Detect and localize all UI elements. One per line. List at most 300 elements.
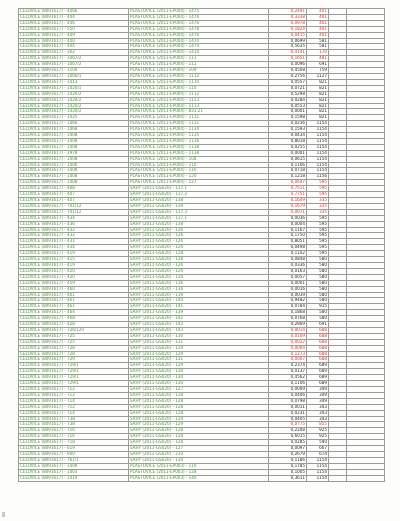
- cell-source-parcel: CELOVICE (8091617) - 407: [19, 192, 129, 198]
- cell-number: 1156: [307, 174, 329, 180]
- cell-source-parcel: CELOVICE (8091617) - 718: [19, 440, 129, 446]
- cell-share: 0,3338: [269, 14, 307, 20]
- cell-share: 0,0016: [269, 286, 307, 292]
- cell-share: 0,0137: [269, 369, 307, 375]
- cell-source-parcel: CELOVICE (8091617) - 420: [19, 274, 129, 280]
- cell-share: 0,0798: [269, 398, 307, 404]
- cell-target-parcel: SAHY (2011-GS020) - 128: [129, 428, 269, 434]
- cell-share: 0,0022: [269, 339, 307, 345]
- cell-source-parcel: CELOVICE (8091617) - 1406: [19, 168, 129, 174]
- cell-target-parcel: SAHY (2011-GS020) - 136: [129, 286, 269, 292]
- cell-number: 821: [307, 115, 329, 121]
- cell-share: 0,0434: [269, 133, 307, 139]
- cell-share: 0,0255: [269, 144, 307, 150]
- cell-share: 0,6015: [269, 434, 307, 440]
- cell-share: 0,2756: [269, 73, 307, 79]
- cell-source-parcel: CELOVICE (8091617) - 1408: [19, 180, 129, 186]
- cell-source-parcel: CELOVICE (8091617) - 436: [19, 221, 129, 227]
- cell-target-parcel: SAHY (2011-GS020) - 128: [129, 251, 269, 257]
- cell-source-parcel: CELOVICE (8091617) - 461: [19, 298, 129, 304]
- cell-number: 691: [307, 62, 329, 68]
- cell-source-parcel: CELOVICE (8091617) - 461: [19, 304, 129, 310]
- cell-number: 1154: [307, 133, 329, 139]
- cell-source-parcel: CELOVICE (8091617) - 446: [19, 20, 129, 26]
- cell-target-parcel: SAHY (2011-GS020) - 140: [129, 298, 269, 304]
- cell-number: 343: [307, 404, 329, 410]
- cell-number: 688: [307, 339, 329, 345]
- cell-source-parcel: CELOVICE (8091617) - 725: [19, 339, 129, 345]
- cell-source-parcel: CELOVICE (8091617) - 459: [19, 280, 129, 286]
- cell-source-parcel: CELOVICE (8091617) - 1408: [19, 144, 129, 150]
- cell-share: 0,0415: [269, 32, 307, 38]
- cell-target-parcel: PLASTOVICE (2011-EP004) - 1131: [129, 115, 269, 121]
- cell-share: 0,0615: [269, 156, 307, 162]
- cell-share: 0,1750: [269, 233, 307, 239]
- cell-number: 1154: [307, 469, 329, 475]
- cell-share: 0,0096: [269, 62, 307, 68]
- cell-number: 580: [307, 310, 329, 316]
- cell-share: 0,0553: [269, 103, 307, 109]
- cell-share: 0,1102: [269, 251, 307, 257]
- cell-source-parcel: CELOVICE (8091617) - 712: [19, 404, 129, 410]
- cell-source-parcel: CELOVICE (8091617) - 1420/1: [19, 85, 129, 91]
- cell-source-parcel: CELOVICE (8091617) - 716: [19, 434, 129, 440]
- cell-share: 0,2679: [269, 451, 307, 457]
- cell-number: 595: [307, 180, 329, 186]
- cell-source-parcel: CELOVICE (8091617) - 1408: [19, 174, 129, 180]
- cell-target-parcel: PLASTOVICE (2011-EP003) - 128: [129, 469, 269, 475]
- cell-number: 595: [307, 233, 329, 239]
- cell-number: 821: [307, 91, 329, 97]
- cell-source-parcel: CELOVICE (8091617) - 712: [19, 387, 129, 393]
- parcel-table-body: [19, 9, 385, 482]
- cell-number: 1127: [307, 73, 329, 79]
- cell-number: 915: [307, 304, 329, 310]
- cell-number: 759: [307, 68, 329, 74]
- cell-target-parcel: PLASTOVICE (2011-EP004) - 1476: [129, 32, 269, 38]
- cell-share: 0,7751: [269, 192, 307, 198]
- cell-number: 1154: [307, 475, 329, 481]
- cell-share: 0,2208: [269, 428, 307, 434]
- cell-share: 0,1649: [269, 198, 307, 204]
- cell-source-parcel: CELOVICE (8091617) - 449: [19, 32, 129, 38]
- cell-source-parcel: CELOVICE (8091617) - 738: [19, 416, 129, 422]
- cell-source-parcel: CELOVICE (8091617) - 464: [19, 310, 129, 316]
- cell-share: 0,1273: [269, 351, 307, 357]
- cell-share: 0,0236: [269, 121, 307, 127]
- cell-source-parcel: CELOVICE (8091617) - 1420/2: [19, 109, 129, 115]
- cell-target-parcel: SAHY (2011-GS020) - 143: [129, 327, 269, 333]
- cell-share: 0,1218: [269, 174, 307, 180]
- cell-target-parcel: SAHY (2011-GS020) - 129: [129, 422, 269, 428]
- cell-source-parcel: CELOVICE (8091617) - 420: [19, 268, 129, 274]
- cell-target-parcel: SAHY (2011-GS020) - 128: [129, 410, 269, 416]
- cell-share: 0,0285: [269, 440, 307, 446]
- cell-number: 595: [307, 186, 329, 192]
- cell-share: 0,0699: [269, 38, 307, 44]
- cell-number: 821: [307, 109, 329, 115]
- cell-target-parcel: PLASTOVICE (2011-EP004) - 1470: [129, 38, 269, 44]
- cell-number: 580: [307, 268, 329, 274]
- cell-number: 580: [307, 316, 329, 322]
- cell-number: 481: [307, 56, 329, 62]
- cell-number: 401: [307, 20, 329, 26]
- cell-target-parcel: SAHY (2011-GS020) - 129: [129, 416, 269, 422]
- cell-target-parcel: PLASTOVICE (2011-EP004) - 1113: [129, 103, 269, 109]
- cell-share: 0,5635: [269, 44, 307, 50]
- cell-share: 0,8018: [269, 138, 307, 144]
- cell-target-parcel: SAHY (2011-GS020) - 130: [129, 333, 269, 339]
- cell-number: 580: [307, 298, 329, 304]
- cell-number: 335: [307, 198, 329, 204]
- cell-target-parcel: SAHY (2011-GS020) - 127: [129, 387, 269, 393]
- cell-number: 688: [307, 345, 329, 351]
- cell-share: 0,0036: [269, 215, 307, 221]
- cell-share: 0,0284: [269, 97, 307, 103]
- cell-source-parcel: CELOVICE (8091617) - 432: [19, 227, 129, 233]
- cell-share: 0,1598: [269, 115, 307, 121]
- cell-number: 349: [307, 392, 329, 398]
- cell-number: 595: [307, 221, 329, 227]
- cell-source-parcel: CELOVICE (8091617) - 1420/2: [19, 91, 129, 97]
- cell-source-parcel: CELOVICE (8091617) - 1408: [19, 138, 129, 144]
- cell-share: 0,1167: [269, 227, 307, 233]
- cell-share: 0,0721: [269, 85, 307, 91]
- cell-target-parcel: SAHY (2011-GS020) - 129: [129, 363, 269, 369]
- cell-target-parcel: PLASTOVICE (2011-EP004) - 110: [129, 162, 269, 168]
- cell-number: 689: [307, 369, 329, 375]
- cell-number: 1154: [307, 121, 329, 127]
- cell-source-parcel: CELOVICE (8091617) - 1425: [19, 115, 129, 121]
- cell-number: 925: [307, 434, 329, 440]
- cell-number: 688: [307, 351, 329, 357]
- cell-share: 0,0775: [269, 422, 307, 428]
- cell-number: 581: [307, 38, 329, 44]
- cell-share: 0,0718: [269, 168, 307, 174]
- cell-share: 0,0039: [269, 292, 307, 298]
- cell-share: 0,9482: [269, 298, 307, 304]
- cell-share: 0,0336: [269, 262, 307, 268]
- cell-share: 0,2374: [269, 363, 307, 369]
- cell-target-parcel: PLASTOVICE (2011-EP004) - 111: [129, 62, 269, 68]
- cell-number: 689: [307, 381, 329, 387]
- cell-share: 0,0784: [269, 304, 307, 310]
- cell-share: 0,1785: [269, 463, 307, 469]
- cell-number: 349: [307, 398, 329, 404]
- cell-number: 335: [307, 209, 329, 215]
- cell-source-parcel: CELOVICE (8091617) - 1468: [19, 127, 129, 133]
- cell-number: 689: [307, 375, 329, 381]
- cell-source-parcel: CELOVICE (8091617) - 1420/2: [19, 97, 129, 103]
- cell-number: 580: [307, 292, 329, 298]
- cell-source-parcel: CELOVICE (8091617) - 461: [19, 292, 129, 298]
- cell-number: 580: [307, 280, 329, 286]
- cell-source-parcel: CELOVICE (8091617) - 600: [19, 451, 129, 457]
- cell-target-parcel: SAHY (2011-GS020) - 126: [129, 227, 269, 233]
- cell-share: 0,0007: [269, 357, 307, 363]
- cell-source-parcel: CELOVICE (8091617) - 432: [19, 233, 129, 239]
- cell-number: 667: [307, 446, 329, 452]
- cell-target-parcel: SAHY (2011-GS020) - 130: [129, 457, 269, 463]
- cell-number: 580: [307, 257, 329, 263]
- cell-number: 401: [307, 26, 329, 32]
- cell-source-parcel: CELOVICE (8091617) - 1100: [19, 68, 129, 74]
- cell-target-parcel: PLASTOVICE (2011-EP004) - 120: [129, 174, 269, 180]
- cell-source-parcel: CELOVICE (8091617) - 729/1: [19, 369, 129, 375]
- cell-share: 0,2869: [269, 322, 307, 328]
- cell-number: 1154: [307, 463, 329, 469]
- cell-target-parcel: SAHY (2011-GS020) - 126: [129, 239, 269, 245]
- cell-share: 0,5298: [269, 91, 307, 97]
- cell-target-parcel: SAHY (2011-GS020) - 126: [129, 268, 269, 274]
- cell-number: 401: [307, 14, 329, 20]
- cell-share: 0,0001: [269, 150, 307, 156]
- cell-share: 0,7511: [269, 186, 307, 192]
- cell-number: 349: [307, 387, 329, 393]
- cell-share: 0,0647: [269, 180, 307, 186]
- cell-target-parcel: SAHY (2011-GS020) - 130: [129, 381, 269, 387]
- cell-target-parcel: SAHY (2011-GS020) - 126: [129, 233, 269, 239]
- cell-share: 0,0004: [269, 345, 307, 351]
- cell-number: 401: [307, 9, 329, 15]
- parcel-table-sheet: [18, 8, 384, 482]
- cell-source-parcel: CELOVICE (8091617) - 2978: [19, 150, 129, 156]
- cell-target-parcel: PLASTOVICE (2011-EP004) - 1474: [129, 44, 269, 50]
- cell-source-parcel: CELOVICE (8091617) - 434: [19, 245, 129, 251]
- cell-share: 0,0014: [269, 327, 307, 333]
- cell-source-parcel: CELOVICE (8091617) - 1420/2: [19, 103, 129, 109]
- cell-target-parcel: SAHY (2011-GS020) - 128: [129, 392, 269, 398]
- cell-share: 0,1679: [269, 203, 307, 209]
- cell-share: 0,0057: [269, 274, 307, 280]
- cell-target-parcel: PLASTOVICE (2011-EP004) - 108: [129, 156, 269, 162]
- cell-number: 1154: [307, 127, 329, 133]
- cell-share: 0,1593: [269, 127, 307, 133]
- cell-share: 0,1005: [269, 469, 307, 475]
- cell-target-parcel: SAHY (2011-GS020) - 131: [129, 357, 269, 363]
- cell-source-parcel: CELOVICE (8091617) - 712: [19, 392, 129, 398]
- cell-share: 0,1106: [269, 162, 307, 168]
- cell-source-parcel: CELOVICE (8091617) - 741/12: [19, 209, 129, 215]
- cell-number: 335: [307, 203, 329, 209]
- cell-target-parcel: SAHY (2011-GS020) - 141: [129, 304, 269, 310]
- cell-target-parcel: SAHY (2011-GS020) - 137.2: [129, 192, 269, 198]
- cell-source-parcel: CELOVICE (8091617) - 1466: [19, 121, 129, 127]
- cell-number: 688: [307, 357, 329, 363]
- cell-target-parcel: SAHY (2011-GS020) - 136: [129, 280, 269, 286]
- cell-source-parcel: CELOVICE (8091617) - 1409: [19, 463, 129, 469]
- cell-source-parcel: CELOVICE (8091617) - 407: [19, 198, 129, 204]
- cell-number: 821: [307, 79, 329, 85]
- cell-source-parcel: CELOVICE (8091617) - 419: [19, 262, 129, 268]
- cell-source-parcel: CELOVICE (8091617) - 728: [19, 351, 129, 357]
- cell-empty: [329, 475, 347, 481]
- cell-number: 821: [307, 85, 329, 91]
- cell-number: 343: [307, 410, 329, 416]
- cell-number: 688: [307, 327, 329, 333]
- cell-target-parcel: PLASTOVICE (2011-EP004) - 1476: [129, 20, 269, 26]
- cell-target-parcel: SAHY (2011-GS020) - 139: [129, 292, 269, 298]
- cell-target-parcel: SAHY (2011-GS020) - 142: [129, 316, 269, 322]
- cell-target-parcel: SAHY (2011-GS020) - 134: [129, 274, 269, 280]
- cell-source-parcel: CELOVICE (8091617) - 729/1: [19, 363, 129, 369]
- cell-source-parcel: CELOVICE (8091617) - 1408: [19, 133, 129, 139]
- cell-target-parcel: SAHY (2011-GS020) - 129: [129, 345, 269, 351]
- cell-target-parcel: PLASTOVICE (2011-EP004) - 1410: [129, 50, 269, 56]
- cell-share: 0,0557: [269, 79, 307, 85]
- cell-source-parcel: CELOVICE (8091617) - 1413: [19, 79, 129, 85]
- cell-source-parcel: CELOVICE (8091617) - 404: [19, 44, 129, 50]
- cell-number: 401: [307, 32, 329, 38]
- cell-number: 595: [307, 251, 329, 257]
- cell-share: 0,0011: [269, 404, 307, 410]
- cell-number: 580: [307, 262, 329, 268]
- cell-target-parcel: PLASTOVICE (2011-EP004) - 110: [129, 168, 269, 174]
- cell-number: 595: [307, 192, 329, 198]
- cell-target-parcel: SAHY (2011-GS020) - 126: [129, 245, 269, 251]
- cell-number: 1154: [307, 144, 329, 150]
- cell-number: 595: [307, 227, 329, 233]
- cell-target-parcel: SAHY (2011-GS020) - 210: [129, 451, 269, 457]
- cell-number: 674: [307, 451, 329, 457]
- cell-source-parcel: CELOVICE (8091617) - 714: [19, 410, 129, 416]
- cell-target-parcel: SAHY (2011-GS020) - 127: [129, 446, 269, 452]
- cell-share: 0,0009: [269, 387, 307, 393]
- cell-share: 0,0231: [269, 410, 307, 416]
- cell-target-parcel: PLASTOVICE (2011-EP004) - 1113: [129, 97, 269, 103]
- cell-target-parcel: SAHY (2011-GS020) - 130: [129, 369, 269, 375]
- cell-source-parcel: CELOVICE (8091617) - 728: [19, 345, 129, 351]
- cell-source-parcel: CELOVICE (8091617) - 434: [19, 215, 129, 221]
- cell-number: 855: [307, 422, 329, 428]
- cell-target-parcel: SAHY (2011-GS020) - 131: [129, 339, 269, 345]
- cell-source-parcel: CELOVICE (8091617) - 468: [19, 316, 129, 322]
- cell-number: 580: [307, 286, 329, 292]
- cell-share: 0,4562: [269, 375, 307, 381]
- cell-number: 1154: [307, 168, 329, 174]
- cell-target-parcel: SAHY (2011-GS020) - 142: [129, 322, 269, 328]
- cell-source-parcel: CELOVICE (8091617) - 1067/2: [19, 56, 129, 62]
- cell-target-parcel: PLASTOVICE (2011-EP004) - 1138: [129, 150, 269, 156]
- cell-source-parcel: CELOVICE (8091617) - 460: [19, 286, 129, 292]
- cell-target-parcel: SAHY (2011-GS020) - 139: [129, 310, 269, 316]
- cell-target-parcel: PLASTOVICE (2011-EP004) - 127: [129, 180, 269, 186]
- cell-target-parcel: SAHY (2011-GS020) - 137.3: [129, 209, 269, 215]
- cell-source-parcel: CELOVICE (8091617) - 619: [19, 446, 129, 452]
- cell-empty: [347, 475, 385, 481]
- cell-source-parcel: CELOVICE (8091617) - 431: [19, 239, 129, 245]
- cell-share: 0,0406: [269, 392, 307, 398]
- cell-target-parcel: SAHY (2011-GS020) - 130: [129, 375, 269, 381]
- cell-target-parcel: PLASTOVICE (2011-EP004) - 111: [129, 56, 269, 62]
- cell-target-parcel: SAHY (2011-GS020) - 137.1: [129, 186, 269, 192]
- cell-share: 0,1106: [269, 381, 307, 387]
- cell-source-parcel: CELOVICE (8091617) - 550: [19, 26, 129, 32]
- cell-source-parcel: CELOVICE (8091617) - 1408: [19, 156, 129, 162]
- cell-target-parcel: SAHY (2011-GS020) - 128: [129, 398, 269, 404]
- table-row: [19, 475, 385, 481]
- cell-target-parcel: PLASTOVICE (2011-EP003) - 110: [129, 463, 269, 469]
- cell-source-parcel: CELOVICE (8091617) - 1066/1: [19, 73, 129, 79]
- cell-share: 0,0097: [269, 446, 307, 452]
- cell-number: 821: [307, 103, 329, 109]
- cell-share: 0,0163: [269, 268, 307, 274]
- cell-source-parcel: CELOVICE (8091617) - 761/1: [19, 457, 129, 463]
- cell-source-parcel: CELOVICE (8091617) - 716: [19, 428, 129, 434]
- cell-number: 821: [307, 97, 329, 103]
- cell-share: 0,1868: [269, 310, 307, 316]
- cell-number: 1154: [307, 156, 329, 162]
- cell-share: 0,2491: [269, 9, 307, 15]
- cell-source-parcel: CELOVICE (8091617) - 725: [19, 333, 129, 339]
- cell-number: 1154: [307, 150, 329, 156]
- cell-number: 581: [307, 44, 329, 50]
- cell-source-parcel: CELOVICE (8091617) - 4466: [19, 9, 129, 15]
- cell-source-parcel: CELOVICE (8091617) - 419: [19, 251, 129, 257]
- cell-target-parcel: SAHY (2011-GS020) - 128: [129, 257, 269, 263]
- cell-source-parcel: CELOVICE (8091617) - 741/12: [19, 203, 129, 209]
- cell-target-parcel: PLASTOVICE (2011-EP004) - 1110: [129, 79, 269, 85]
- cell-target-parcel: PLASTOVICE (2011-EP004) - 1112: [129, 73, 269, 79]
- cell-target-parcel: PLASTOVICE (2011-EP003) - 140: [129, 475, 269, 481]
- cell-share: 0,3611: [269, 475, 307, 481]
- cell-target-parcel: SAHY (2011-GS020) - 129: [129, 351, 269, 357]
- cell-target-parcel: PLASTOVICE (2011-EP004) - 109: [129, 68, 269, 74]
- cell-target-parcel: PLASTOVICE (2011-EP004) - 1476: [129, 14, 269, 20]
- cell-number: 691: [307, 322, 329, 328]
- cell-source-parcel: CELOVICE (8091617) - 1406: [19, 162, 129, 168]
- cell-number: 595: [307, 245, 329, 251]
- cell-share: 0,0001: [269, 280, 307, 286]
- cell-source-parcel: CELOVICE (8091617) - 408: [19, 186, 129, 192]
- cell-share: 0,1651: [269, 56, 307, 62]
- cell-source-parcel: CELOVICE (8091617) - 444: [19, 14, 129, 20]
- cell-source-parcel: CELOVICE (8091617) - 1067/2: [19, 62, 129, 68]
- cell-share: 0,0768: [269, 316, 307, 322]
- cell-target-parcel: PLASTOVICE (2011-EP004) - 831.21: [129, 109, 269, 115]
- cell-source-parcel: CELOVICE (8091617) - 1403: [19, 469, 129, 475]
- cell-target-parcel: PLASTOVICE (2011-EP004) - 1131: [129, 121, 269, 127]
- cell-share: 0,0004: [269, 221, 307, 227]
- cell-share: 0,1824: [269, 26, 307, 32]
- cell-number: 590: [307, 440, 329, 446]
- cell-share: 0,0001: [269, 109, 307, 115]
- cell-number: 689: [307, 363, 329, 369]
- cell-source-parcel: CELOVICE (8091617) - 415: [19, 257, 129, 263]
- cell-number: 1154: [307, 457, 329, 463]
- cell-target-parcel: PLASTOVICE (2011-EP004) - 1475: [129, 9, 269, 15]
- cell-share: 0,0071: [269, 209, 307, 215]
- cell-target-parcel: SAHY (2011-GS020) - 126: [129, 262, 269, 268]
- cell-source-parcel: CELOVICE (8091617) - 729: [19, 357, 129, 363]
- cell-target-parcel: SAHY (2011-GS020) - 138: [129, 221, 269, 227]
- cell-share: 0,0405: [269, 416, 307, 422]
- cell-target-parcel: PLASTOVICE (2011-EP004) - 1135: [129, 133, 269, 139]
- cell-share: 0,0109: [269, 333, 307, 339]
- cell-source-parcel: CELOVICE (8091617) - 440: [19, 38, 129, 44]
- cell-share: 0,0498: [269, 245, 307, 251]
- cell-number: 343: [307, 416, 329, 422]
- cell-target-parcel: PLASTOVICE (2011-EP004) - 1136: [129, 138, 269, 144]
- cell-target-parcel: PLASTOVICE (2011-EP004) - 1134: [129, 127, 269, 133]
- parcel-table: [18, 8, 385, 482]
- cell-number: 595: [307, 239, 329, 245]
- cell-share: 0,0978: [269, 20, 307, 26]
- cell-source-parcel: CELOVICE (8091617) - 1410: [19, 475, 129, 481]
- cell-target-parcel: PLASTOVICE (2011-EP004) - 1112: [129, 91, 269, 97]
- cell-source-parcel: CELOVICE (8091617) - 428: [19, 322, 129, 328]
- cell-number: 170: [307, 50, 329, 56]
